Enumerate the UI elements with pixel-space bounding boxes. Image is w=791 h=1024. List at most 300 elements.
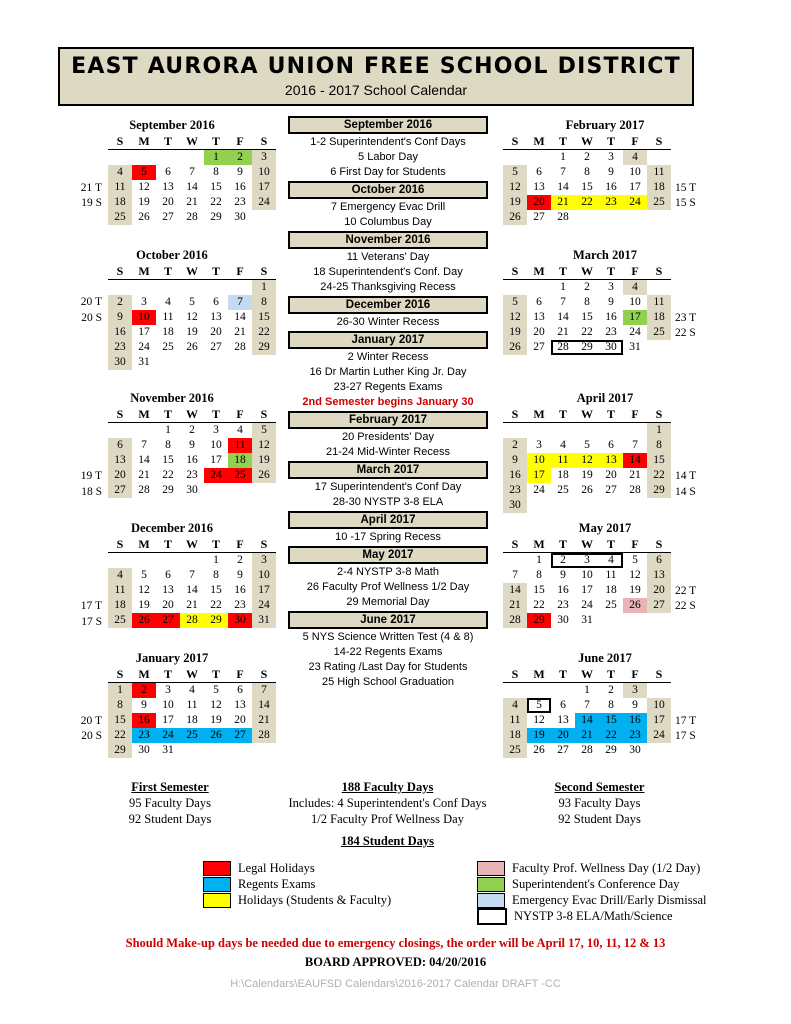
day-cell[interactable]: 22	[647, 468, 671, 483]
day-cell[interactable]: 17	[581, 584, 593, 596]
day-cell[interactable]: 25	[605, 599, 617, 611]
day-cell[interactable]: 2	[503, 438, 527, 453]
day-cell[interactable]: 8	[584, 166, 590, 178]
day-cell[interactable]: 30	[629, 744, 641, 756]
day-cell[interactable]: 20	[210, 326, 222, 338]
day-cell[interactable]: 16	[605, 181, 617, 193]
day-cell[interactable]: 18	[162, 326, 174, 338]
day-cell[interactable]: 30	[228, 613, 252, 628]
day-cell[interactable]: 16	[623, 713, 647, 728]
day-cell[interactable]: 20	[527, 195, 551, 210]
day-cell[interactable]: 5	[189, 296, 195, 308]
day-cell[interactable]: 29	[527, 613, 551, 628]
day-cell[interactable]: 24	[156, 728, 180, 743]
day-cell[interactable]: 16	[234, 181, 246, 193]
day-cell[interactable]: 12	[138, 584, 150, 596]
day-cell[interactable]: 5	[503, 165, 527, 180]
day-cell[interactable]: 8	[252, 295, 276, 310]
day-cell[interactable]: 7	[560, 296, 566, 308]
day-cell[interactable]: 25	[108, 613, 132, 628]
day-cell[interactable]: 6	[536, 296, 542, 308]
day-cell[interactable]: 15	[162, 454, 174, 466]
day-cell[interactable]: 27	[162, 211, 174, 223]
day-cell[interactable]: 5	[632, 554, 638, 566]
day-cell[interactable]: 4	[108, 568, 132, 583]
day-cell[interactable]: 31	[162, 744, 174, 756]
day-cell[interactable]: 1	[536, 554, 542, 566]
day-cell[interactable]: 12	[629, 569, 641, 581]
day-cell[interactable]: 4	[599, 553, 623, 569]
day-cell[interactable]: 16	[132, 713, 156, 728]
day-cell[interactable]: 4	[623, 280, 647, 296]
day-cell[interactable]: 31	[138, 356, 150, 368]
day-cell[interactable]: 28	[557, 211, 569, 223]
day-cell[interactable]: 18	[605, 584, 617, 596]
day-cell[interactable]: 27	[533, 211, 545, 223]
day-cell[interactable]: 27	[108, 483, 132, 498]
day-cell[interactable]: 16	[605, 311, 617, 323]
day-cell[interactable]: 30	[599, 340, 623, 355]
day-cell[interactable]: 7	[584, 699, 590, 711]
day-cell[interactable]: 4	[189, 684, 195, 696]
day-cell[interactable]: 17	[527, 468, 551, 483]
day-cell[interactable]: 24	[647, 728, 671, 743]
day-cell[interactable]: 31	[252, 613, 276, 628]
day-cell[interactable]: 21	[252, 713, 276, 728]
day-cell[interactable]: 27	[156, 613, 180, 628]
day-cell[interactable]: 27	[228, 728, 252, 743]
day-cell[interactable]: 29	[162, 484, 174, 496]
day-cell[interactable]: 1	[647, 423, 671, 439]
day-cell[interactable]: 18	[108, 598, 132, 613]
day-cell[interactable]: 19	[186, 326, 198, 338]
day-cell[interactable]: 26	[503, 340, 527, 355]
day-cell[interactable]: 22	[575, 195, 599, 210]
day-cell[interactable]: 12	[210, 699, 222, 711]
day-cell[interactable]: 20	[605, 469, 617, 481]
day-cell[interactable]: 30	[108, 355, 132, 370]
day-cell[interactable]: 29	[647, 483, 671, 498]
day-cell[interactable]: 10	[252, 165, 276, 180]
day-cell[interactable]: 9	[237, 569, 243, 581]
day-cell[interactable]: 28	[234, 341, 246, 353]
day-cell[interactable]: 17	[138, 326, 150, 338]
day-cell[interactable]: 14	[575, 713, 599, 728]
day-cell[interactable]: 31	[629, 341, 641, 353]
day-cell[interactable]: 29	[252, 340, 276, 355]
day-cell[interactable]: 10	[647, 698, 671, 713]
day-cell[interactable]: 11	[605, 569, 617, 581]
day-cell[interactable]: 19	[252, 453, 276, 468]
day-cell[interactable]: 30	[503, 498, 527, 513]
day-cell[interactable]: 3	[536, 439, 542, 451]
day-cell[interactable]: 12	[533, 714, 545, 726]
day-cell[interactable]: 26	[132, 613, 156, 628]
day-cell[interactable]: 8	[165, 439, 171, 451]
day-cell[interactable]: 3	[252, 553, 276, 569]
day-cell[interactable]: 19	[138, 599, 150, 611]
day-cell[interactable]: 18	[228, 453, 252, 468]
day-cell[interactable]: 5	[527, 698, 551, 713]
day-cell[interactable]: 5	[213, 684, 219, 696]
day-cell[interactable]: 26	[186, 341, 198, 353]
day-cell[interactable]: 3	[575, 553, 599, 569]
day-cell[interactable]: 11	[162, 311, 174, 323]
day-cell[interactable]: 22	[162, 469, 174, 481]
day-cell[interactable]: 29	[204, 613, 228, 628]
day-cell[interactable]: 1	[560, 281, 566, 293]
day-cell[interactable]: 9	[108, 310, 132, 325]
day-cell[interactable]: 23	[108, 340, 132, 355]
day-cell[interactable]: 9	[503, 453, 527, 468]
day-cell[interactable]: 26	[138, 211, 150, 223]
day-cell[interactable]: 11	[647, 165, 671, 180]
day-cell[interactable]: 22	[599, 728, 623, 743]
day-cell[interactable]: 14	[623, 453, 647, 468]
day-cell[interactable]: 29	[210, 211, 222, 223]
day-cell[interactable]: 9	[189, 439, 195, 451]
day-cell[interactable]: 1	[213, 554, 219, 566]
day-cell[interactable]: 7	[560, 166, 566, 178]
day-cell[interactable]: 1	[584, 684, 590, 696]
day-cell[interactable]: 1	[165, 424, 171, 436]
day-cell[interactable]: 18	[647, 310, 671, 325]
day-cell[interactable]: 3	[213, 424, 219, 436]
day-cell[interactable]: 28	[581, 744, 593, 756]
day-cell[interactable]: 10	[527, 453, 551, 468]
day-cell[interactable]: 19	[581, 469, 593, 481]
day-cell[interactable]: 16	[503, 468, 527, 483]
day-cell[interactable]: 9	[560, 569, 566, 581]
day-cell[interactable]: 22	[108, 728, 132, 743]
day-cell[interactable]: 3	[141, 296, 147, 308]
day-cell[interactable]: 30	[138, 744, 150, 756]
day-cell[interactable]: 28	[551, 340, 575, 355]
day-cell[interactable]: 8	[536, 569, 542, 581]
day-cell[interactable]: 14	[252, 698, 276, 713]
day-cell[interactable]: 4	[503, 698, 527, 713]
day-cell[interactable]: 10	[581, 569, 593, 581]
day-cell[interactable]: 14	[503, 583, 527, 598]
day-cell[interactable]: 12	[503, 180, 527, 195]
day-cell[interactable]: 17	[629, 181, 641, 193]
day-cell[interactable]: 24	[623, 195, 647, 210]
day-cell[interactable]: 4	[237, 424, 243, 436]
day-cell[interactable]: 26	[533, 744, 545, 756]
day-cell[interactable]: 6	[536, 166, 542, 178]
day-cell[interactable]: 19	[503, 195, 527, 210]
day-cell[interactable]: 7	[189, 166, 195, 178]
day-cell[interactable]: 27	[210, 341, 222, 353]
day-cell[interactable]: 9	[141, 699, 147, 711]
day-cell[interactable]: 18	[557, 469, 569, 481]
day-cell[interactable]: 22	[533, 599, 545, 611]
day-cell[interactable]: 2	[551, 553, 575, 569]
day-cell[interactable]: 22	[210, 196, 222, 208]
day-cell[interactable]: 26	[204, 728, 228, 743]
day-cell[interactable]: 13	[557, 714, 569, 726]
day-cell[interactable]: 1	[108, 683, 132, 699]
day-cell[interactable]: 29	[108, 743, 132, 758]
day-cell[interactable]: 5	[584, 439, 590, 451]
day-cell[interactable]: 25	[162, 341, 174, 353]
day-cell[interactable]: 28	[138, 484, 150, 496]
day-cell[interactable]: 23	[234, 599, 246, 611]
day-cell[interactable]: 24	[252, 195, 276, 210]
day-cell[interactable]: 3	[608, 281, 614, 293]
day-cell[interactable]: 10	[210, 439, 222, 451]
day-cell[interactable]: 30	[186, 484, 198, 496]
day-cell[interactable]: 20	[533, 326, 545, 338]
day-cell[interactable]: 18	[186, 714, 198, 726]
day-cell[interactable]: 23	[132, 728, 156, 743]
day-cell[interactable]: 10	[162, 699, 174, 711]
day-cell[interactable]: 21	[551, 195, 575, 210]
day-cell[interactable]: 29	[605, 744, 617, 756]
day-cell[interactable]: 6	[108, 438, 132, 453]
day-cell[interactable]: 19	[503, 325, 527, 340]
day-cell[interactable]: 12	[575, 453, 599, 468]
day-cell[interactable]: 25	[180, 728, 204, 743]
day-cell[interactable]: 14	[557, 311, 569, 323]
day-cell[interactable]: 20	[108, 468, 132, 483]
day-cell[interactable]: 8	[213, 166, 219, 178]
day-cell[interactable]: 15	[210, 181, 222, 193]
day-cell[interactable]: 25	[647, 195, 671, 210]
day-cell[interactable]: 25	[503, 743, 527, 758]
day-cell[interactable]: 21	[186, 196, 198, 208]
day-cell[interactable]: 8	[608, 699, 614, 711]
day-cell[interactable]: 13	[210, 311, 222, 323]
day-cell[interactable]: 13	[647, 568, 671, 583]
day-cell[interactable]: 7	[252, 683, 276, 699]
day-cell[interactable]: 24	[138, 341, 150, 353]
day-cell[interactable]: 20	[162, 599, 174, 611]
day-cell[interactable]: 21	[186, 599, 198, 611]
day-cell[interactable]: 2	[228, 150, 252, 166]
day-cell[interactable]: 26	[581, 484, 593, 496]
day-cell[interactable]: 21	[629, 469, 641, 481]
day-cell[interactable]: 2	[237, 554, 243, 566]
day-cell[interactable]: 2	[189, 424, 195, 436]
day-cell[interactable]: 25	[108, 210, 132, 225]
day-cell[interactable]: 2	[108, 295, 132, 310]
day-cell[interactable]: 11	[108, 583, 132, 598]
day-cell[interactable]: 16	[234, 584, 246, 596]
day-cell[interactable]: 10	[252, 568, 276, 583]
day-cell[interactable]: 17	[252, 180, 276, 195]
day-cell[interactable]: 16	[108, 325, 132, 340]
day-cell[interactable]: 21	[575, 728, 599, 743]
day-cell[interactable]: 11	[647, 295, 671, 310]
day-cell[interactable]: 6	[647, 553, 671, 569]
day-cell[interactable]: 5	[503, 295, 527, 310]
day-cell[interactable]: 12	[186, 311, 198, 323]
day-cell[interactable]: 15	[533, 584, 545, 596]
day-cell[interactable]: 8	[647, 438, 671, 453]
day-cell[interactable]: 6	[165, 569, 171, 581]
day-cell[interactable]: 29	[575, 340, 599, 355]
day-cell[interactable]: 22	[252, 325, 276, 340]
day-cell[interactable]: 23	[599, 195, 623, 210]
day-cell[interactable]: 14	[138, 454, 150, 466]
day-cell[interactable]: 1	[560, 151, 566, 163]
day-cell[interactable]: 17	[647, 713, 671, 728]
day-cell[interactable]: 13	[234, 699, 246, 711]
day-cell[interactable]: 21	[234, 326, 246, 338]
day-cell[interactable]: 23	[605, 326, 617, 338]
day-cell[interactable]: 26	[252, 468, 276, 483]
day-cell[interactable]: 12	[138, 181, 150, 193]
day-cell[interactable]: 13	[162, 181, 174, 193]
day-cell[interactable]: 2	[584, 281, 590, 293]
day-cell[interactable]: 10	[629, 296, 641, 308]
day-cell[interactable]: 23	[557, 599, 569, 611]
day-cell[interactable]: 5	[132, 165, 156, 180]
day-cell[interactable]: 5	[252, 423, 276, 439]
day-cell[interactable]: 28	[503, 613, 527, 628]
day-cell[interactable]: 23	[186, 469, 198, 481]
day-cell[interactable]: 17	[162, 714, 174, 726]
day-cell[interactable]: 26	[503, 210, 527, 225]
day-cell[interactable]: 10	[132, 310, 156, 325]
day-cell[interactable]: 1	[252, 280, 276, 296]
day-cell[interactable]: 11	[228, 438, 252, 453]
day-cell[interactable]: 28	[252, 728, 276, 743]
day-cell[interactable]: 6	[213, 296, 219, 308]
day-cell[interactable]: 12	[503, 310, 527, 325]
day-cell[interactable]: 15	[210, 584, 222, 596]
day-cell[interactable]: 20	[647, 583, 671, 598]
day-cell[interactable]: 6	[237, 684, 243, 696]
day-cell[interactable]: 16	[186, 454, 198, 466]
day-cell[interactable]: 13	[108, 453, 132, 468]
day-cell[interactable]: 4	[560, 439, 566, 451]
day-cell[interactable]: 2	[608, 684, 614, 696]
day-cell[interactable]: 6	[560, 699, 566, 711]
day-cell[interactable]: 2	[132, 683, 156, 699]
day-cell[interactable]: 21	[138, 469, 150, 481]
day-cell[interactable]: 7	[512, 569, 518, 581]
day-cell[interactable]: 14	[557, 181, 569, 193]
day-cell[interactable]: 3	[165, 684, 171, 696]
day-cell[interactable]: 13	[533, 181, 545, 193]
day-cell[interactable]: 6	[165, 166, 171, 178]
day-cell[interactable]: 11	[551, 453, 575, 468]
day-cell[interactable]: 13	[162, 584, 174, 596]
day-cell[interactable]: 24	[252, 598, 276, 613]
day-cell[interactable]: 7	[228, 295, 252, 310]
day-cell[interactable]: 16	[557, 584, 569, 596]
day-cell[interactable]: 19	[629, 584, 641, 596]
day-cell[interactable]: 13	[533, 311, 545, 323]
day-cell[interactable]: 27	[605, 484, 617, 496]
day-cell[interactable]: 21	[557, 326, 569, 338]
day-cell[interactable]: 15	[581, 181, 593, 193]
day-cell[interactable]: 25	[228, 468, 252, 483]
day-cell[interactable]: 7	[141, 439, 147, 451]
day-cell[interactable]: 27	[533, 341, 545, 353]
day-cell[interactable]: 28	[180, 613, 204, 628]
day-cell[interactable]: 24	[629, 326, 641, 338]
day-cell[interactable]: 27	[647, 598, 671, 613]
day-cell[interactable]: 18	[647, 180, 671, 195]
day-cell[interactable]: 19	[138, 196, 150, 208]
day-cell[interactable]: 8	[108, 698, 132, 713]
day-cell[interactable]: 3	[608, 151, 614, 163]
day-cell[interactable]: 8	[213, 569, 219, 581]
day-cell[interactable]: 6	[608, 439, 614, 451]
day-cell[interactable]: 24	[204, 468, 228, 483]
day-cell[interactable]: 15	[599, 713, 623, 728]
day-cell[interactable]: 18	[503, 728, 527, 743]
day-cell[interactable]: 20	[162, 196, 174, 208]
day-cell[interactable]: 3	[623, 683, 647, 699]
day-cell[interactable]: 10	[629, 166, 641, 178]
day-cell[interactable]: 9	[237, 166, 243, 178]
day-cell[interactable]: 18	[108, 195, 132, 210]
day-cell[interactable]: 11	[108, 180, 132, 195]
day-cell[interactable]: 28	[186, 211, 198, 223]
day-cell[interactable]: 30	[557, 614, 569, 626]
day-cell[interactable]: 14	[234, 311, 246, 323]
day-cell[interactable]: 19	[527, 728, 551, 743]
day-cell[interactable]: 15	[647, 453, 671, 468]
day-cell[interactable]: 24	[581, 599, 593, 611]
day-cell[interactable]: 9	[608, 166, 614, 178]
day-cell[interactable]: 27	[557, 744, 569, 756]
day-cell[interactable]: 5	[141, 569, 147, 581]
day-cell[interactable]: 23	[503, 483, 527, 498]
day-cell[interactable]: 20	[234, 714, 246, 726]
day-cell[interactable]: 24	[533, 484, 545, 496]
day-cell[interactable]: 22	[581, 326, 593, 338]
day-cell[interactable]: 30	[234, 211, 246, 223]
day-cell[interactable]: 14	[186, 181, 198, 193]
day-cell[interactable]: 7	[189, 569, 195, 581]
day-cell[interactable]: 23	[234, 196, 246, 208]
day-cell[interactable]: 1	[204, 150, 228, 166]
day-cell[interactable]: 15	[108, 713, 132, 728]
day-cell[interactable]: 2	[584, 151, 590, 163]
day-cell[interactable]: 17	[623, 310, 647, 325]
day-cell[interactable]: 25	[647, 325, 671, 340]
day-cell[interactable]: 3	[252, 150, 276, 166]
day-cell[interactable]: 12	[252, 438, 276, 453]
day-cell[interactable]: 14	[186, 584, 198, 596]
day-cell[interactable]: 22	[210, 599, 222, 611]
day-cell[interactable]: 15	[581, 311, 593, 323]
day-cell[interactable]: 26	[623, 598, 647, 613]
day-cell[interactable]: 23	[623, 728, 647, 743]
day-cell[interactable]: 13	[599, 453, 623, 468]
day-cell[interactable]: 25	[557, 484, 569, 496]
day-cell[interactable]: 15	[252, 310, 276, 325]
day-cell[interactable]: 31	[581, 614, 593, 626]
day-cell[interactable]: 21	[503, 598, 527, 613]
day-cell[interactable]: 11	[503, 713, 527, 728]
day-cell[interactable]: 4	[108, 165, 132, 180]
day-cell[interactable]: 7	[632, 439, 638, 451]
day-cell[interactable]: 19	[210, 714, 222, 726]
day-cell[interactable]: 17	[252, 583, 276, 598]
day-cell[interactable]: 9	[608, 296, 614, 308]
day-cell[interactable]: 20	[551, 728, 575, 743]
day-cell[interactable]: 28	[629, 484, 641, 496]
day-cell[interactable]: 9	[632, 699, 638, 711]
day-cell[interactable]: 11	[186, 699, 198, 711]
day-cell[interactable]: 4	[623, 150, 647, 166]
